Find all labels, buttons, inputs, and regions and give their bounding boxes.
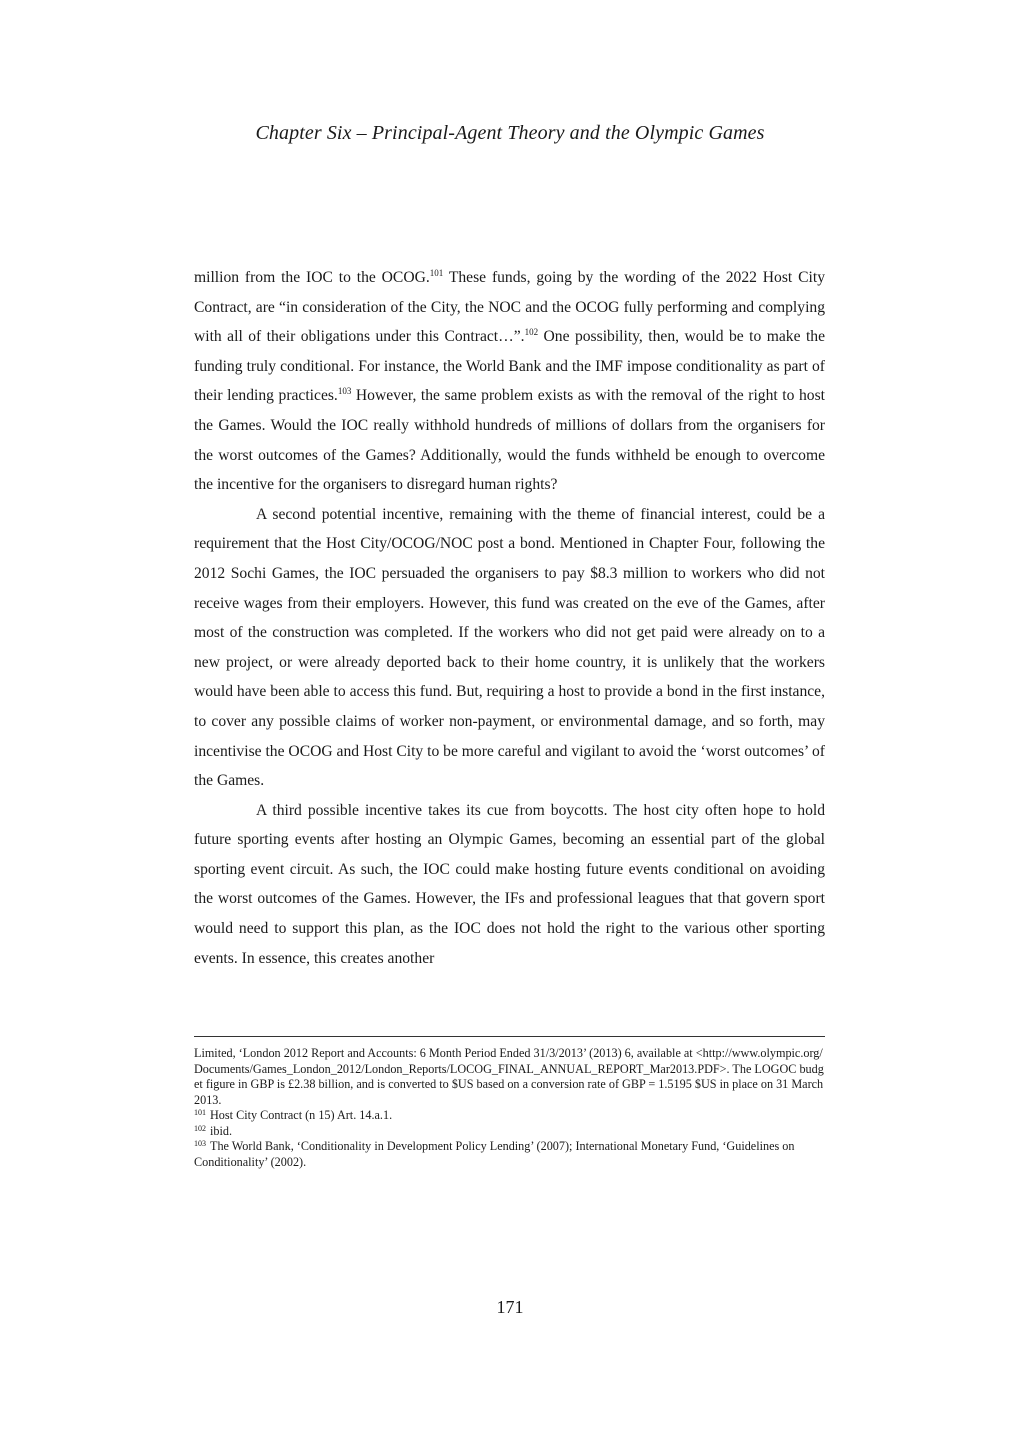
footnote-103 xyxy=(194,1139,825,1170)
paragraph-1-text-b: These funds, going by the wording of the 2022 Host City Contract, are “in consideration of the City, the NOC and the OCOG fully performing and complying with all of their obligations under this Contract…”. xyxy=(194,269,825,346)
footnote-ref-102[interactable]: 102 xyxy=(524,327,539,338)
paragraph-1-text-a: million from the IOC to the OCOG. xyxy=(194,269,430,286)
footnote-ref-101[interactable]: 101 xyxy=(429,268,444,278)
footnote-number: 102 xyxy=(194,1123,206,1133)
main-text xyxy=(194,263,825,973)
footnote-separator xyxy=(194,1036,825,1037)
paragraph-1-text-c: One possibility, then, would be to make the funding truly conditional. For instance, the World Bank and the IMF impose conditionality as part of their lending practices. xyxy=(194,328,825,405)
paragraph-1 xyxy=(194,263,825,500)
footnote-102 xyxy=(194,1124,825,1140)
footnote-continued: Limited, ‘London 2012 Report and Accounts: 6 Month Period Ended 31/3/2013’ (2013) 6, available at <http://www.olympic.org/Documents/Games_London_2012/London_Reports/LOCOG_FINAL_ANNUAL_REPORT_Mar2013.PDF>. The LOGOC budget figure in GBP is £2.38 billion, and is converted to $US based on a conversion rate of GBP = 1.5195 $US in place on 31 March 2013. xyxy=(194,1046,824,1107)
paragraph-1-text-d: However, the same problem exists as with the removal of the right to host the Games. Would the IOC really withhold hundreds of millions of dollars from the organisers for the worst outcomes of the Games? Additionally, would the funds withheld be enough to overcome the incentive for the organisers to disregard human rights? xyxy=(194,387,825,494)
paragraph-3: A third possible incentive takes its cue from boycotts. The host city often hope to hold future sporting events after hosting an Olympic Games, becoming an essential part of the global sporting event circuit. As such, the IOC could make hosting future events conditional on avoiding the worst outcomes of the Games. However, the IFs and professional leagues that that govern sport would need to support this plan, as the IOC does not hold the right to the various other sporting events. In essence, this creates another xyxy=(194,801,825,967)
footnote-text: ibid. xyxy=(210,1123,233,1138)
footnote-number: 101 xyxy=(194,1108,206,1117)
footnote-101 xyxy=(194,1108,825,1124)
running-header: Chapter Six – Principal-Agent Theory and the Olympic Games xyxy=(255,122,765,144)
paragraph-2: A second potential incentive, remaining with the theme of financial interest, could be a requirement that the Host City/OCOG/NOC post a bond. Mentioned in Chapter Four, following the 2012 Sochi Games, the IOC persuaded the organisers to pay $8.3 million to workers who did not receive wages from their employers. However, this fund was created on the eve of the Games, after most of the construction was completed. If the workers who did not get paid were already on to a new project, or were already deported back to their home country, it is unlikely that the workers would have been able to access this fund. But, requiring a host to provide a bond in the first instance, to cover any possible claims of worker non-payment, or environmental damage, and so forth, may incentivise the OCOG and Host City to be more careful and vigilant to avoid the ‘worst outcomes’ of the Games. xyxy=(194,505,825,790)
page-number: 171 xyxy=(496,1297,524,1317)
footnote-number: 103 xyxy=(194,1139,206,1148)
footnote-ref-103[interactable]: 103 xyxy=(337,386,352,397)
footnote-text: Host City Contract (n 15) Art. 14.a.1. xyxy=(210,1108,393,1122)
footnotes xyxy=(194,1046,825,1170)
footnote-text: The World Bank, ‘Conditionality in Development Policy Lending’ (2007); International Monetary Fund, ‘Guidelines on Conditionality’ (2002). xyxy=(194,1139,795,1169)
